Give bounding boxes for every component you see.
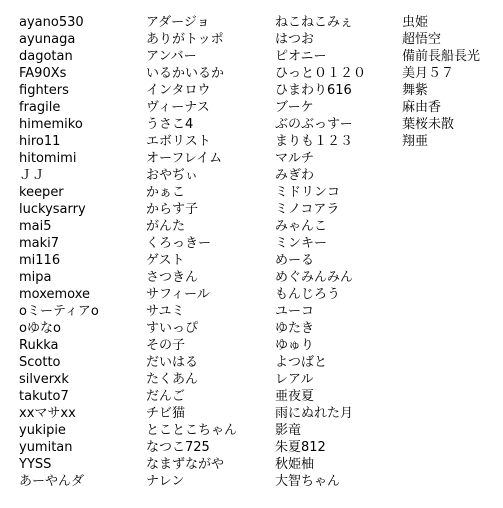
name-entry: とことこちゃん [146,423,238,438]
name-entry: サユミ [146,304,185,319]
name-entry: あーやんダ [19,474,85,489]
name-entry: mipa [19,270,52,285]
name-entry: もんじろう [275,287,341,302]
name-column-4 [402,14,480,150]
name-entry: yumitan [19,440,73,455]
name-entry: ユーコ [275,304,315,319]
name-entry: ヴィーナス [146,100,210,115]
name-entry: ありがトッポ [146,32,224,47]
name-entry: くろっきー [146,236,212,251]
name-entry: keeper [19,185,64,200]
name-entry: ひまわり616 [275,83,352,98]
name-entry: 超悟空 [402,32,442,47]
name-entry: チビ猫 [146,406,186,421]
name-entry: oゆなo [19,321,61,336]
name-entry: みゃんこ [275,219,328,234]
name-entry: 虫姫 [402,15,429,30]
name-entry: まりも１２３ [275,134,354,149]
name-entry: たくあん [146,372,199,387]
name-entry: はつお [275,32,315,47]
name-entry: 大智ちゃん [275,474,341,489]
name-column-2 [146,14,237,490]
name-entry: めぐみんみん [275,270,354,285]
name-entry: うさこ4 [146,117,194,132]
name-entry: yukipie [19,423,66,438]
name-entry: ひっと０１２０ [275,66,367,81]
name-entry: maki7 [19,236,60,251]
name-column-3 [275,14,366,490]
name-entry: 備前長船長光 [402,49,481,64]
name-entry: 麻由香 [402,100,442,115]
name-entry: ゆゅり [275,338,314,353]
name-entry: サフィール [146,287,210,302]
name-entry: 雨にぬれた月 [275,406,354,421]
name-entry: ayano530 [19,15,84,30]
name-entry: silverxk [19,372,69,387]
name-entry: ねこねこみぇ [275,15,354,30]
name-entry: oミーティアo [19,304,99,319]
name-entry: 葉桜未散 [402,117,455,132]
name-entry: moxemoxe [19,287,91,302]
name-entry: みぎわ [275,168,315,183]
name-entry: ゆたき [275,321,315,336]
name-entry: ナレン [146,474,185,489]
name-entry: mai5 [19,219,52,234]
name-entry: YYSS [19,457,52,472]
name-entry: だんご [146,389,186,404]
name-entry: 美月５７ [402,66,455,81]
name-entry: ミンキー [275,236,328,251]
name-entry: からす子 [146,202,199,217]
name-entry: 舞紫 [402,83,429,98]
name-entry: アンバー [146,49,197,64]
name-entry: おやぢぃ [146,168,199,183]
name-entry: dagotan [19,49,73,64]
name-entry: さつきん [146,270,199,285]
name-entry: その子 [146,338,186,353]
name-entry: mi116 [19,253,61,268]
name-entry: なまずながや [146,457,225,472]
name-entry: アダージョ [146,15,210,30]
name-entry: ブーケ [275,100,314,115]
name-entry: 秋姫柚 [275,457,315,472]
name-entry: ぶのぶっすー [275,117,353,132]
name-entry: 朱夏812 [275,440,326,455]
name-entry: ミドリンコ [275,185,341,200]
name-entry: FA90Xs [19,66,67,81]
name-entry: hitomimi [19,151,77,166]
name-entry: なつこ725 [146,440,210,455]
name-entry: いるかいるか [146,66,225,81]
name-entry: かぁこ [146,185,186,200]
name-column-1 [19,14,99,490]
name-entry: 翔亜 [402,134,429,149]
name-entry: すいっぴ [146,321,199,336]
name-entry: ピオニー [275,49,327,64]
name-entry: xxマサxx [19,406,76,421]
name-entry: Scotto [19,355,61,370]
name-entry: マルチ [275,151,315,166]
name-entry: エボリスト [146,134,211,149]
name-entry: fighters [19,83,69,98]
name-entry: fragile [19,100,61,115]
name-entry: Rukka [19,338,59,353]
name-entry: 亜夜夏 [275,389,315,404]
name-entry: ミノコアラ [275,202,340,217]
name-entry: レアル [275,372,314,387]
name-entry: hiro11 [19,134,61,149]
name-entry: 影竜 [275,423,302,438]
name-entry: ゲスト [146,253,185,268]
name-entry: めーる [275,253,315,268]
name-entry: インタロウ [146,83,211,98]
name-entry: だいはる [146,355,199,370]
name-entry: takuto7 [19,389,69,404]
name-entry: がんた [146,219,186,234]
name-entry: luckysarry [19,202,86,217]
name-entry: ＪＪ [19,168,46,183]
name-entry: himemiko [19,117,83,132]
name-entry: オーフレイム [146,151,223,166]
name-entry: ayunaga [19,32,76,47]
name-entry: よつばと [275,355,328,370]
